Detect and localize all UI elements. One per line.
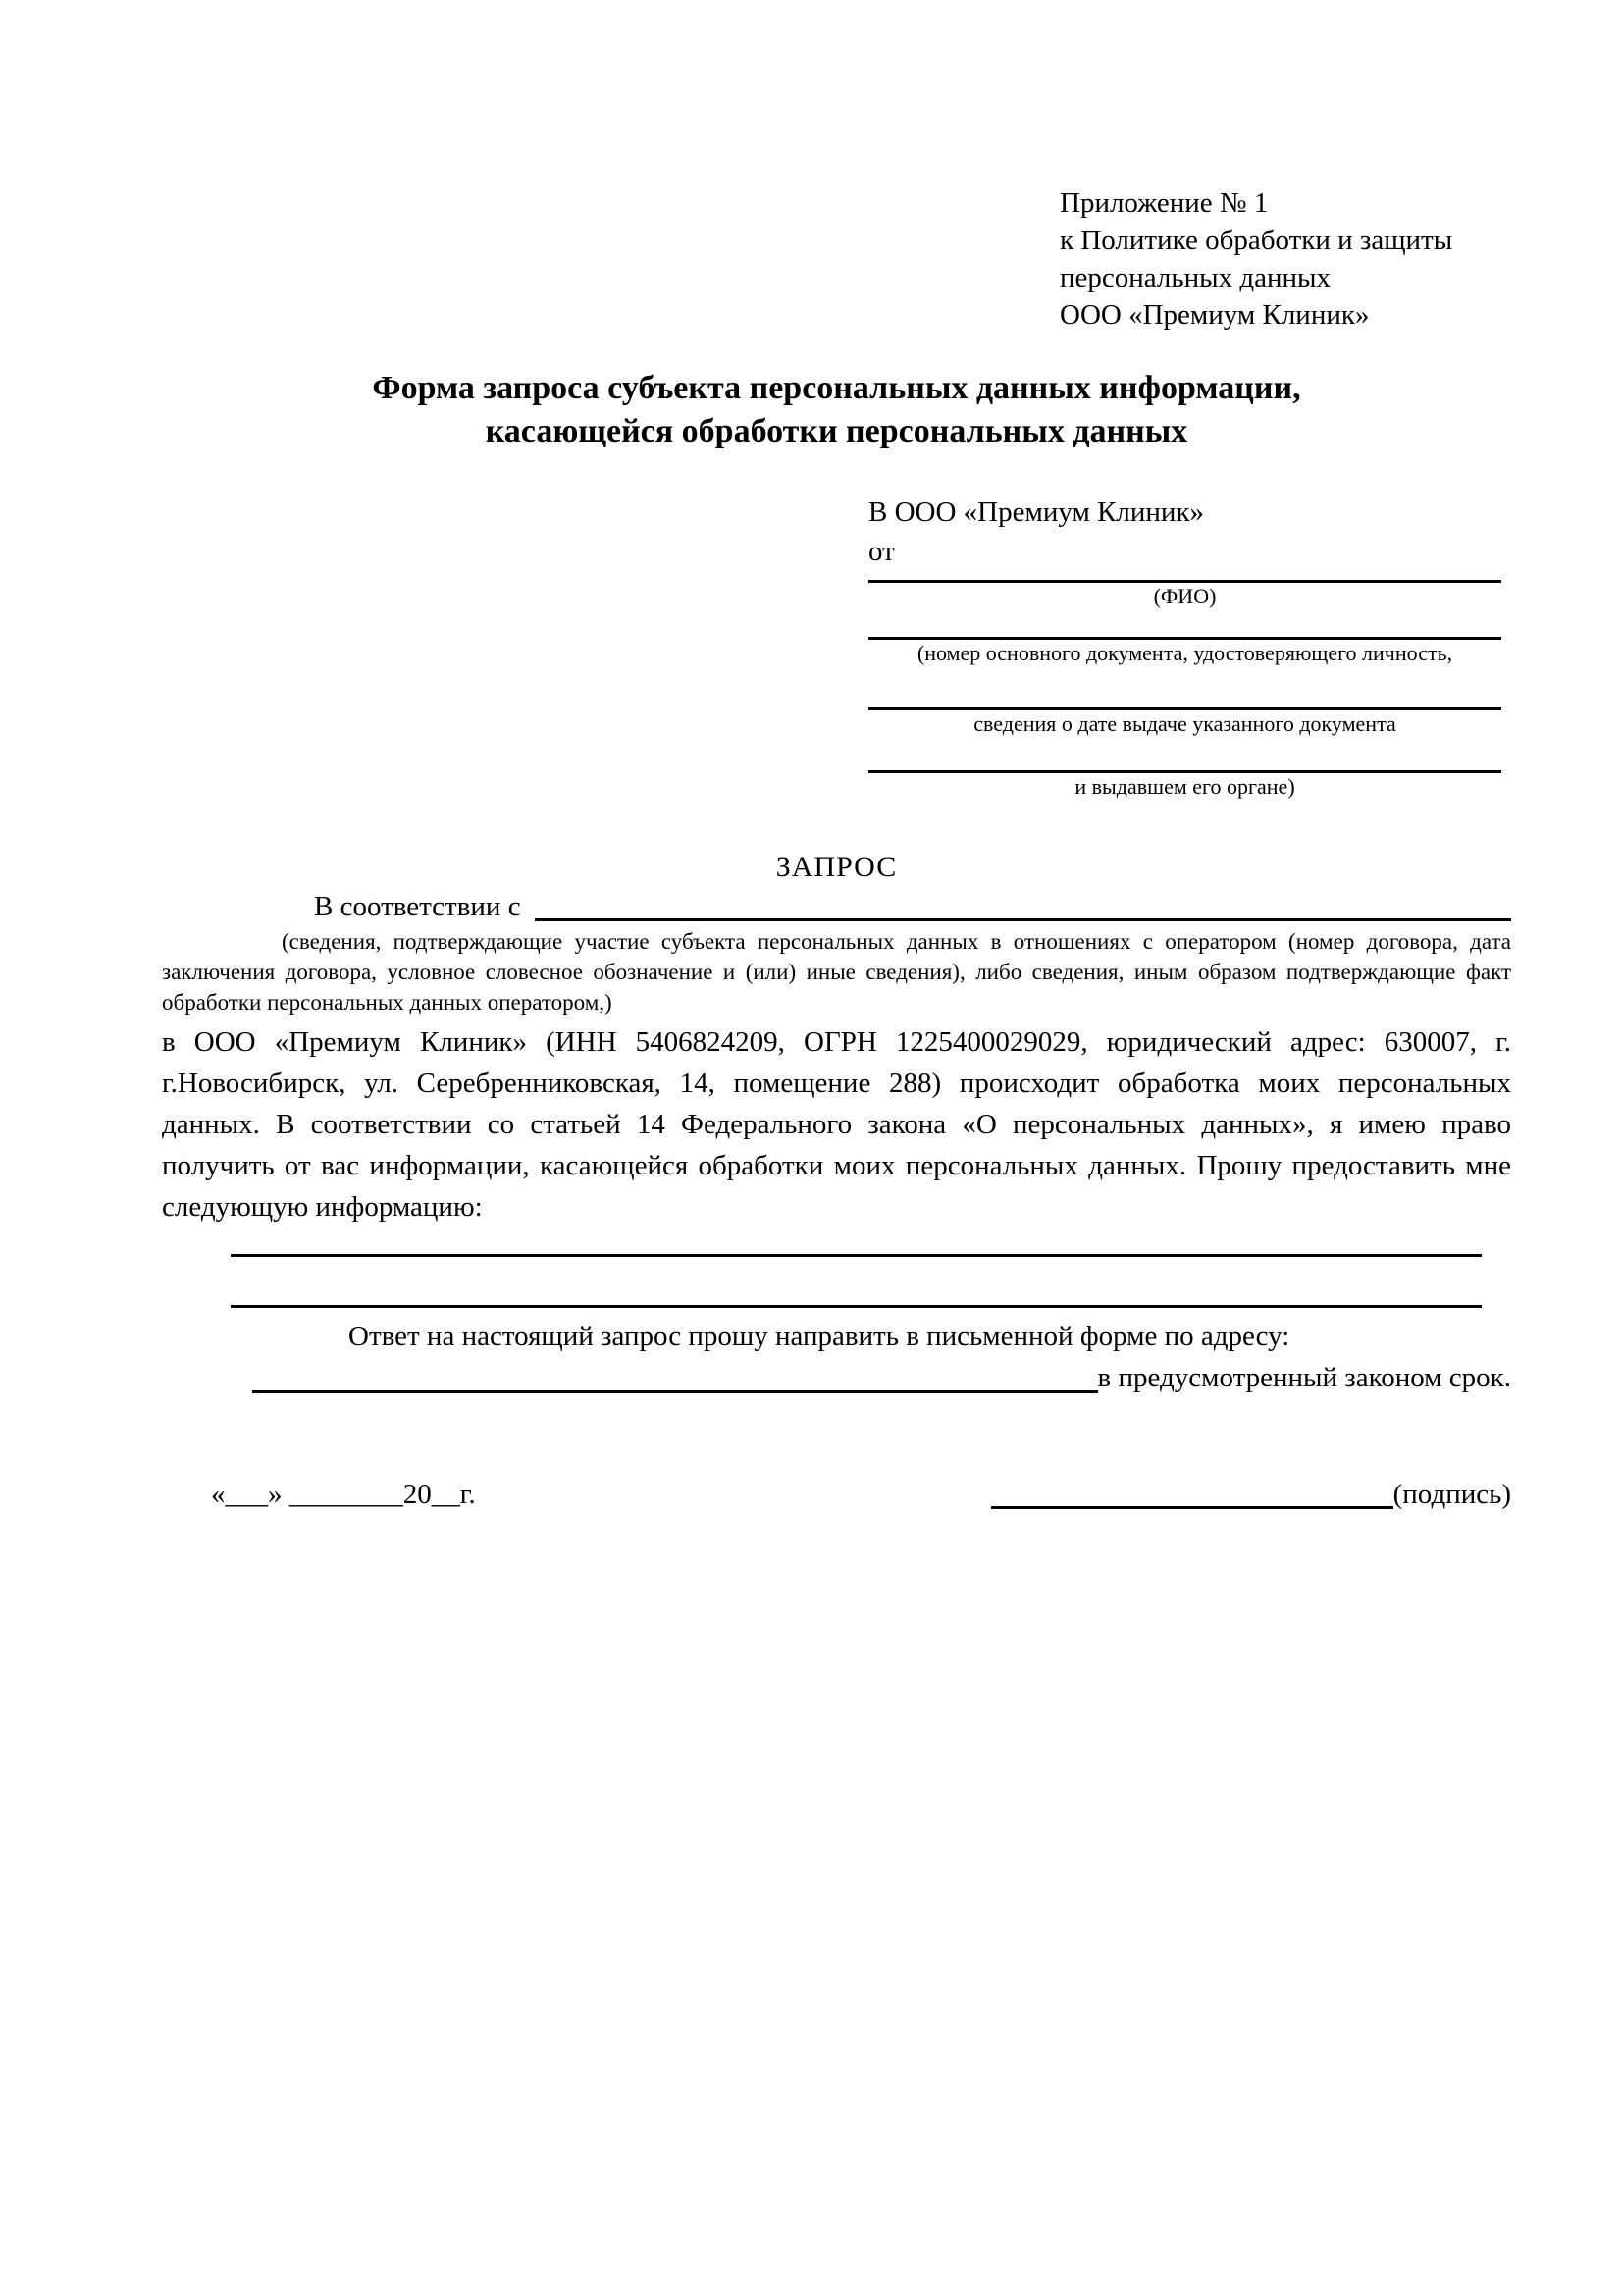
request-heading: ЗАПРОС	[775, 851, 898, 883]
addressee-from-label: от	[868, 536, 895, 567]
requested-info-field-line-1[interactable]	[231, 1235, 1482, 1257]
fio-field-caption: (ФИО)	[1153, 584, 1217, 608]
appendix-block	[1060, 184, 1511, 334]
issuing-authority-field-line[interactable]	[868, 738, 1501, 773]
signature-caption: (подпись)	[1392, 1479, 1511, 1510]
basis-field-line[interactable]	[535, 887, 1511, 921]
signature-field-line[interactable]	[991, 1475, 1393, 1509]
appendix-line: ООО «Премиум Клиник»	[1060, 299, 1370, 331]
address-row	[162, 1357, 1511, 1398]
date-blank[interactable]: «___» ________20__г.	[211, 1479, 476, 1510]
deadline-text: в предусмотренный законом срок.	[1097, 1362, 1511, 1393]
footer-row	[162, 1475, 1511, 1514]
basis-note: (сведения, подтверждающие участие субъекта персональных данных в отношениях с оператором (номер договора, дата заключения договора, условное словесное обозначение и (или) иные сведения), либо сведения, иным образом подтверждающие факт обработки персональных данных оператором,)	[162, 929, 1511, 1015]
appendix-line: Приложение № 1	[1060, 187, 1269, 219]
response-text: Ответ на настоящий запрос прошу направить в письменной форме по адресу:	[348, 1321, 1290, 1352]
addressee-to: В ООО «Премиум Клиник»	[868, 496, 1205, 528]
document-number-field-caption: (номер основного документа, удостоверяющего личность,	[916, 641, 1453, 665]
appendix-line: персональных данных	[1060, 262, 1332, 293]
addressee-block	[868, 493, 1501, 801]
signature-block	[991, 1475, 1511, 1514]
basis-prefix: В соответствии с	[314, 891, 521, 922]
requested-info-field-line-2[interactable]	[231, 1257, 1482, 1308]
document-title-line-2: касающейся обработки персональных данных	[485, 413, 1188, 449]
issue-date-field-caption: сведения о дате выдаче указанного документа	[973, 711, 1396, 736]
document-number-field-line[interactable]	[868, 610, 1501, 640]
request-body: в ООО «Премиум Клиник» (ИНН 5406824209, ОГРН 1225400029029, юридический адрес: 630007, г. г.Новосибирск, ул. Серебренниковская, 14, помещение 288) происходит обработка моих персональных данных. В соответствии со статьей 14 Федерального закона «О персональных данных», я имею право получить от вас информации, касающейся обработки моих персональных данных. Прошу предоставить мне следующую информацию:	[162, 1026, 1511, 1223]
basis-row	[162, 887, 1511, 926]
fio-field-line[interactable]	[868, 571, 1501, 583]
appendix-line: к Политике обработки и защиты	[1060, 225, 1453, 256]
issuing-authority-field-caption: и выдавшем его органе)	[1074, 774, 1295, 799]
issue-date-field-line[interactable]	[868, 667, 1501, 710]
address-field-line[interactable]	[252, 1357, 1098, 1393]
document-title-line-1: Форма запроса субъекта персональных данных информации,	[372, 370, 1301, 406]
document-title	[162, 367, 1511, 453]
